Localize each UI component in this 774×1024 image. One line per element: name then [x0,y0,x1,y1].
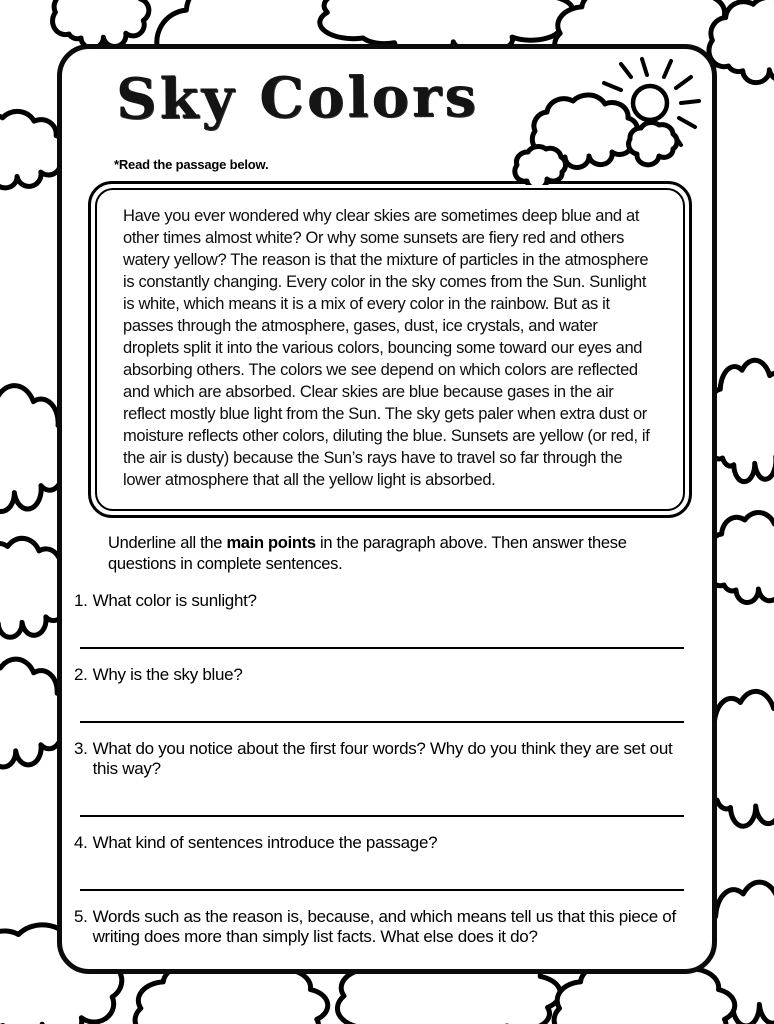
directions [108,533,678,575]
question-text: What color is sunlight? [92,591,257,610]
passage-text: Have you ever wondered why clear skies are sometimes deep blue and at other times almost white? Or why some sunsets are fiery red and others watery yellow? The reason is that the mixture of particles in the atmosphere is constantly changing. Every color in the sky comes from the Sun. Sunlight is white, which means it is a mix of every color in the rainbow. But as it passes through the atmosphere, gases, dust, ice crystals, and water droplets split it into the various colors, bouncing some toward our eyes and absorbing others. The colors we see depend on which colors are reflected and which are absorbed. Clear skies are blue because gases in the air reflect mostly blue light from the Sun. The sky gets paler when extra dust or moisture reflects other colors, diluting the blue. Sunsets are yellow (or red, if the air is dusty) because the Sun’s rays have to travel so far through the lower atmosphere that all the yellow light is absorbed. [123,207,650,489]
question-4 [74,833,690,853]
question-number: 5. [74,907,88,926]
answer-line-2 [80,721,684,723]
question-3 [74,739,690,779]
passage-box [88,181,692,518]
read-note: *Read the passage below. [114,157,269,172]
answer-line-4 [80,889,684,891]
question-block-1 [74,591,690,649]
question-number: 1. [74,591,88,610]
passage-box-inner [95,188,685,511]
question-block-5 [74,907,690,974]
question-list [74,591,690,974]
sun-and-clouds-icon [501,57,706,185]
question-block-3 [74,739,690,817]
answer-line-1 [80,647,684,649]
answer-line-3 [80,815,684,817]
directions-part1: Underline all the [108,534,227,552]
question-number: 2. [74,665,88,684]
directions-part2: in the paragraph above. Then answer these questions in complete sentences. [108,534,627,573]
question-block-4 [74,833,690,891]
question-2 [74,665,690,685]
question-5 [74,907,690,947]
question-block-2 [74,665,690,723]
question-text: Why is the sky blue? [92,665,243,684]
question-number: 4. [74,833,88,852]
worksheet-page [57,44,717,974]
page-title: Sky Colors [115,63,480,133]
question-1 [74,591,690,611]
question-number: 3. [74,739,88,758]
question-text: Words such as the reason is, because, and which means tell us that this piece of writing does more than simply list facts. What else does it do? [92,907,676,946]
question-text: What kind of sentences introduce the passage? [92,833,438,852]
question-text: What do you notice about the first four words? Why do you think they are set out this way? [92,739,673,778]
worksheet-header [62,49,712,161]
directions-bold: main points [226,534,316,552]
